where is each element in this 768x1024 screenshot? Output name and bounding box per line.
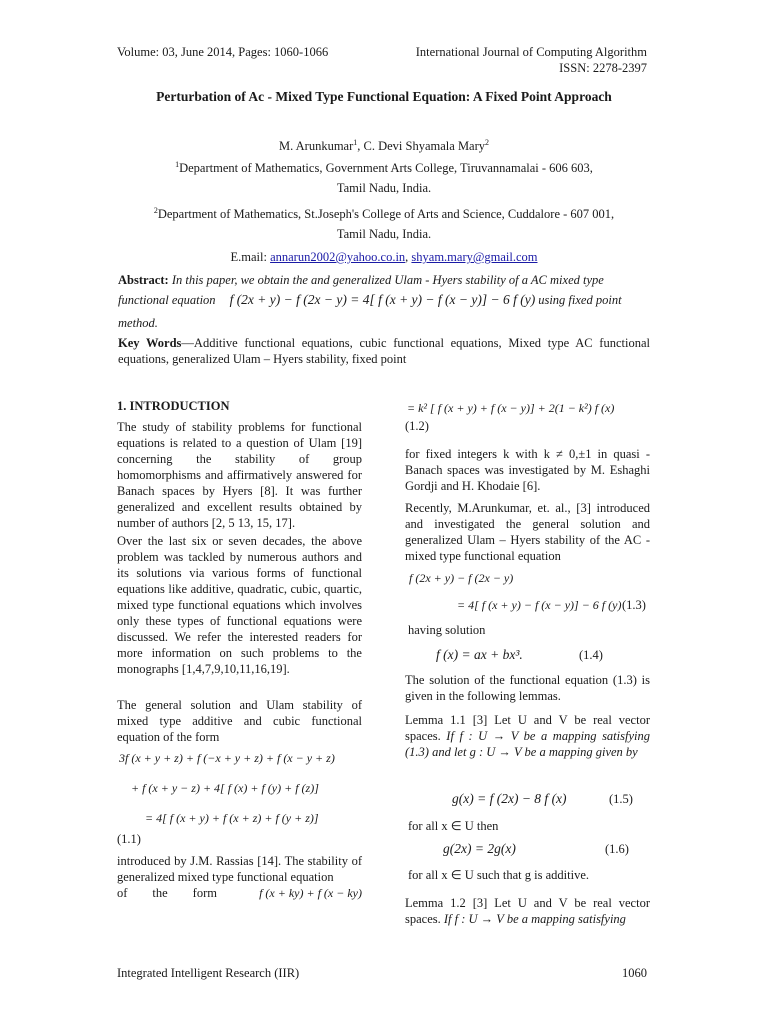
- affiliation-1-cont: Tamil Nadu, India.: [336, 181, 432, 195]
- equation-1-2: = k² [ f (x + y) + f (x − y)] + 2(1 − k²) f (x): [407, 401, 615, 415]
- affiliation-1: [0, 157, 768, 176]
- col2-paragraph-1: for fixed integers k with k ≠ 0,±1 in quasi - Banach spaces was investigated by M. Eshaghi Gordji and H. Khodaie [6].: [405, 447, 650, 493]
- affiliation-2-cont: Tamil Nadu, India.: [336, 227, 432, 241]
- author-1-sup: 1: [353, 138, 358, 147]
- lemma-1-1: [405, 712, 650, 760]
- keywords-label: Key Words: [118, 336, 182, 350]
- intro-paragraph-1: The study of stability problems for functional equations is related to a question of Ulam [19] concerning the stability of group homomorphisms and affirmatively answered for Banach spaces by Hyers [8]. It was further generalized and excellent results obtained by number of authors [2, 5 13, 15, 17].: [117, 420, 362, 530]
- intro-paragraph-2: Over the last six or seven decades, the above problem was tackled by numerous authors and its solutions via various forms of functional equations like additive, quadratic, cubic, quartic, mixed type functional equations which involves only these types of functional equations were discussed. We refer the interested readers for more information on such problems to the monographs [1,4,7,9,10,11,16,19].: [117, 534, 362, 676]
- section-heading-introduction: 1. INTRODUCTION: [117, 399, 230, 413]
- equation-1-5-number: (1.5): [609, 792, 633, 806]
- equation-1-1-line-2: + f (x + y − z) + 4[ f (x) + f (y) + f (z)]: [131, 781, 319, 795]
- equation-1-6-number: (1.6): [605, 842, 629, 856]
- equation-1-4-number: (1.4): [579, 648, 603, 662]
- col2-paragraph-2: Recently, M.Arunkumar, et. al., [3] introduced and investigated the general solution and generalized Ulam – Hyers stability of the AC - mixed type functional equation: [405, 501, 650, 563]
- abstract-line-1: [118, 272, 650, 288]
- equation-1-3-line-2: = 4[ f (x + y) − f (x − y)] − 6 f (y): [457, 598, 622, 612]
- having-solution-text: having solution: [408, 623, 486, 637]
- intro-paragraph-4-last-line: [117, 885, 362, 901]
- keywords: [118, 335, 650, 367]
- for-all-line-2: for all x ∈ U such that g is additive.: [408, 868, 589, 882]
- equation-1-5: g(x) = f (2x) − 8 f (x): [452, 791, 567, 806]
- lemma-1-2-body: If f : U → V be a mapping satisfying: [443, 912, 626, 926]
- equation-1-1-line-3: = 4[ f (x + y) + f (x + z) + f (y + z)]: [145, 811, 319, 825]
- equation-1-3-line-1: f (2x + y) − f (2x − y): [409, 571, 514, 585]
- intro-paragraph-4: introduced by J.M. Rassias [14]. The stability of generalized mixed type functional equation: [117, 854, 362, 884]
- email-line: [0, 249, 768, 265]
- lemma-1-2-head: Lemma 1.2 [3] Let U and V be real vector spaces.: [405, 896, 650, 926]
- affiliation-2: [0, 203, 768, 222]
- author-2-sup: 2: [485, 138, 490, 147]
- email-link-1[interactable]: annarun2002@yahoo.co.in: [270, 250, 406, 264]
- equation-1-1-number: (1.1): [117, 832, 141, 846]
- affiliation-2-sup: 2: [153, 206, 158, 215]
- affiliation-1-text: Department of Mathematics, Government Arts College, Tiruvannamalai - 606 603,: [179, 161, 593, 176]
- page-number: 1060: [622, 966, 647, 980]
- intro-paragraph-4-last-text: of the form: [117, 886, 217, 900]
- affiliation-2-text: Department of Mathematics, St.Joseph's College of Arts and Science, Cuddalore - 607 001,: [157, 207, 615, 222]
- abstract-label: Abstract:: [118, 273, 169, 287]
- keywords-text: —Additive functional equations, cubic functional equations, Mixed type AC functional equations, generalized Ulam – Hyers stability, fixed point: [118, 336, 650, 366]
- journal-name: International Journal of Computing Algorithm: [415, 45, 647, 59]
- equation-1-6: g(2x) = 2g(x): [443, 841, 516, 856]
- email-separator: ,: [405, 250, 412, 264]
- footer-publisher: Integrated Intelligent Research (IIR): [117, 966, 300, 980]
- email-link-2[interactable]: shyam.mary@gmail.com: [411, 250, 538, 264]
- lemma-1-1-head: Lemma 1.1 [3] Let U and V be real vector spaces.: [405, 713, 650, 743]
- authors: [0, 135, 768, 154]
- abstract-equation: f (2x + y) − f (2x − y) = 4[ f (x + y) − f (x − y)] − 6 f (y): [229, 292, 536, 307]
- abstract-text-1: In this paper, we obtain the and generalized Ulam - Hyers stability of a AC mixed type: [168, 273, 604, 287]
- equation-1-2-number: (1.2): [405, 419, 429, 433]
- for-all-line-1: for all x ∈ U then: [408, 819, 499, 833]
- intro-paragraph-3: The general solution and Ulam stability of mixed type additive and cubic functional equation of the form: [117, 698, 362, 744]
- affiliation-1-sup: 1: [175, 160, 180, 169]
- author-2: , C. Devi Shyamala Mary: [357, 139, 486, 154]
- equation-1-1-line-1: 3f (x + y + z) + f (−x + y + z) + f (x − y + z): [119, 751, 335, 765]
- lemma-1-2: [405, 895, 650, 927]
- abstract-text-2a: functional equation: [118, 293, 216, 307]
- issn: ISSN: 2278-2397: [559, 61, 647, 75]
- paper-title: Perturbation of Ac - Mixed Type Functional Equation: A Fixed Point Approach: [156, 89, 612, 104]
- col2-paragraph-3: The solution of the functional equation (1.3) is given in the following lemmas.: [405, 673, 650, 703]
- abstract-text-2b: using fixed point: [538, 293, 622, 307]
- email-label: E.mail:: [230, 250, 271, 264]
- abstract-text-3: method.: [118, 316, 158, 330]
- abstract-line-2: [118, 292, 650, 308]
- author-1: M. Arunkumar: [278, 139, 354, 154]
- equation-1-3-number: (1.3): [622, 598, 646, 612]
- inline-equation-1-2-start: f (x + ky) + f (x − ky): [259, 886, 362, 900]
- volume-info: Volume: 03, June 2014, Pages: 1060-1066: [117, 45, 329, 59]
- equation-1-4: f (x) = ax + bx³.: [436, 647, 523, 662]
- lemma-1-1-body: If f : U → V be a mapping satisfying (1.3) and let g : U → V be a mapping given by: [405, 729, 650, 759]
